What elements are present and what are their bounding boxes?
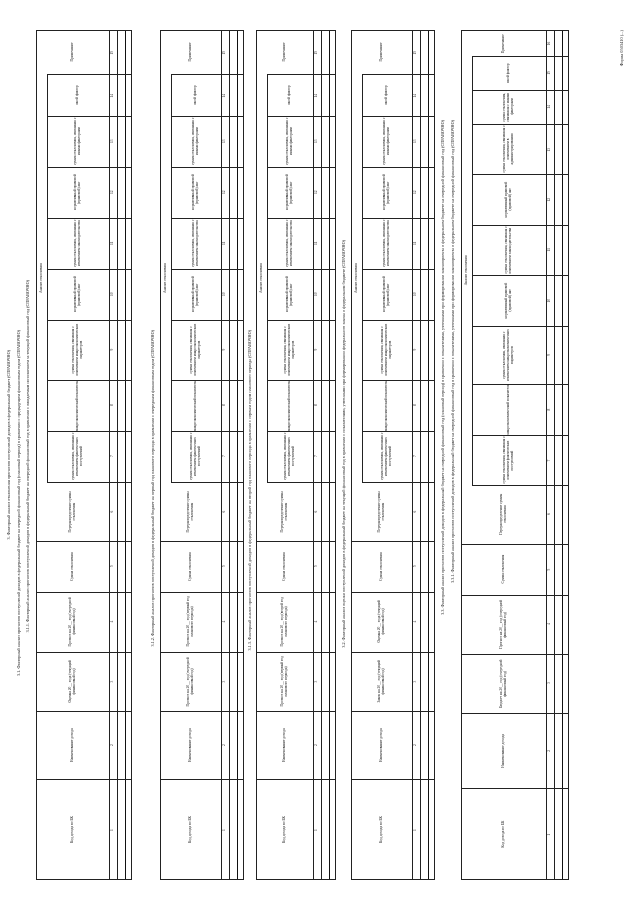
- row-line-thick: [125, 31, 126, 879]
- header-col-8: макроэкономический показатель: [193, 379, 198, 431]
- num-col-13: 13: [314, 139, 319, 144]
- header-col-6: Перераспределение суммы отклонения: [186, 490, 194, 532]
- header-col-15: Примечание: [70, 42, 75, 62]
- header-col-10: нормативный правовой (правовой) акт: [285, 276, 293, 313]
- num-col-6: 6: [110, 510, 115, 513]
- header-col-3: Закон на 20__ год (текущий финансовый год): [377, 660, 385, 703]
- header-col-12: нормативный правовой (правовой) акт: [504, 181, 512, 218]
- header-col-2: Наименование дохода: [188, 728, 193, 762]
- num-col-11: 11: [413, 241, 418, 246]
- row-line-thick: [428, 31, 429, 879]
- header-col-6: Перераспределение суммы отклонения: [280, 490, 288, 532]
- header-col-3: Прогноз на 20__ год (очередной финансовый год): [186, 656, 194, 706]
- num-col-12: 12: [222, 190, 227, 195]
- header-col-5: Сумма отклонения: [501, 555, 506, 584]
- header-col-14: сумма отклонения, связанная с иными факторами: [502, 92, 514, 122]
- num-col-7: 7: [547, 459, 552, 462]
- header-col-4: Оценка 20__ года (текущий финансовый год): [377, 600, 385, 643]
- num-col-13: 13: [222, 139, 227, 144]
- num-col-3: 3: [222, 680, 227, 683]
- header-col-9: сумма отклонения, связанная с изменением макроэкономических параметров: [380, 323, 392, 376]
- header-col-6: Перераспределение суммы отклонения: [499, 494, 507, 536]
- num-col-16: 16: [547, 41, 552, 46]
- num-col-4: 4: [222, 620, 227, 623]
- num-col-6: 6: [314, 510, 319, 513]
- num-col-3: 3: [413, 680, 418, 683]
- num-col-12: 12: [314, 190, 319, 195]
- num-col-15: 15: [547, 71, 552, 75]
- num-col-14: 14: [547, 104, 552, 109]
- num-col-6: 6: [222, 510, 227, 513]
- num-col-14: 14: [222, 92, 227, 97]
- num-col-1: 1: [222, 829, 227, 831]
- header-col-1: Код дохода по БК: [70, 816, 75, 844]
- header-col-3: Прогноз на 20__ год (первый год планового периода): [280, 656, 288, 707]
- num-col-12: 12: [110, 190, 115, 195]
- num-col-3: 3: [547, 682, 552, 685]
- header-col-7: сумма отклонения, связанная с изменением фактических поступлений: [283, 432, 295, 480]
- num-col-9: 9: [413, 348, 418, 351]
- factor-table-1: [36, 30, 132, 880]
- header-col-5: Сумма отклонения: [282, 552, 287, 581]
- num-col-5: 5: [110, 565, 115, 568]
- heading-3-1-1-text: 3.1.1. Факторный анализ прогнозов поступлений доходов в федеральный бюджет на очередной финансовый год в сравнении с ожидаемым исполнением за текущий финансовый год (СПРАВОЧНО): [25, 280, 30, 633]
- num-col-1: 1: [413, 829, 418, 831]
- num-col-1: 1: [110, 829, 115, 831]
- num-col-15: 15: [314, 50, 319, 55]
- num-col-6: 6: [413, 510, 418, 513]
- heading-3-1-2-text: 3.1.2. Факторный анализ прогнозов поступлений доходов в федеральный бюджет на первый год планового периода в сравнении с очередным финансовым годом (СПРАВОЧНО): [150, 330, 155, 647]
- num-col-6: 6: [547, 514, 552, 516]
- header-col-8: макроэкономический показатель: [384, 379, 389, 431]
- row-line: [117, 31, 118, 879]
- num-col-12: 12: [413, 190, 418, 195]
- num-col-15: 15: [222, 50, 227, 55]
- num-col-8: 8: [547, 408, 552, 411]
- num-col-11: 11: [110, 241, 115, 246]
- header-col-2: Наименование дохода: [70, 728, 75, 762]
- num-col-13: 13: [547, 147, 552, 151]
- header-col-5: Сумма отклонения: [379, 552, 384, 581]
- header-col-14: иной фактор: [193, 85, 198, 105]
- num-col-2: 2: [314, 744, 319, 746]
- analysis-header: Анализ отклонения: [39, 262, 44, 293]
- num-col-14: 14: [314, 92, 319, 97]
- header-col-10: нормативный правовой (правовой) акт: [191, 276, 199, 313]
- num-col-8: 8: [413, 404, 418, 406]
- header-col-2: Наименование дохода: [282, 728, 287, 762]
- header-col-9: сумма отклонения, связанная с изменением макроэкономических параметров: [502, 329, 514, 381]
- header-col-8: макроэкономический показатель: [75, 379, 80, 431]
- header-col-9: сумма отклонения, связанная с изменением макроэкономических параметров: [71, 323, 83, 376]
- header-col-2: Наименование дохода: [379, 728, 384, 762]
- num-col-5: 5: [314, 565, 319, 568]
- header-col-1: Код дохода по БК: [282, 816, 287, 844]
- header-col-6: Перераспределение суммы отклонения: [68, 490, 76, 532]
- header-col-6: Перераспределение суммы отклонения: [377, 490, 385, 532]
- header-col-4: Прогноз на 20__ год (второй год планового периода): [280, 597, 288, 647]
- header-col-15: Примечание: [379, 42, 384, 62]
- header-col-11: сумма отклонения, связанная с изменением законодательства: [504, 226, 512, 274]
- header-col-15: Примечание: [188, 42, 193, 62]
- num-col-15: 15: [110, 50, 115, 55]
- num-col-2: 2: [110, 744, 115, 746]
- num-col-9: 9: [547, 354, 552, 356]
- header-col-11: сумма отклонения, связанная с изменением законодательства: [285, 219, 293, 268]
- header-col-11: сумма отклонения, связанная с изменением законодательства: [382, 219, 390, 268]
- header-col-16: Примечание: [501, 34, 506, 54]
- header-col-13: сумма отклонения, связанная с изменением в администрировании: [502, 125, 514, 173]
- num-col-7: 7: [413, 455, 418, 457]
- header-col-12: нормативный правовой (правовой) акт: [285, 174, 293, 211]
- num-col-3: 3: [314, 680, 319, 683]
- num-col-5: 5: [547, 568, 552, 571]
- num-col-10: 10: [547, 298, 552, 303]
- header-col-4: Прогноз на 20__ год (первый год планового периода): [186, 596, 194, 647]
- header-col-7: сумма отклонения, связанная с изменением фактических поступлений: [380, 432, 392, 480]
- header-col-10: нормативный правовой (правовой) акт: [382, 276, 390, 313]
- header-col-7: сумма отклонения, связанная с изменением фактических поступлений: [71, 432, 83, 480]
- num-col-14: 14: [110, 92, 115, 97]
- header-col-14: иной фактор: [384, 85, 389, 105]
- num-col-10: 10: [314, 292, 319, 297]
- num-col-8: 8: [110, 404, 115, 406]
- num-col-12: 12: [547, 197, 552, 202]
- num-col-11: 11: [222, 241, 227, 246]
- num-col-15: 15: [413, 50, 418, 55]
- num-col-9: 9: [314, 348, 319, 351]
- factor-table-2: [160, 30, 244, 880]
- num-col-9: 9: [222, 348, 227, 351]
- heading-3-text: 3. Факторный анализ отклонения прогнозов поступлений доходов в федеральный бюджет (СПРАВОЧНО): [6, 350, 11, 540]
- header-col-15: иной фактор: [506, 63, 511, 83]
- header-col-12: нормативный правовой (правовой) акт: [73, 174, 81, 211]
- num-col-5: 5: [222, 565, 227, 568]
- num-col-11: 11: [547, 248, 552, 252]
- num-col-10: 10: [110, 292, 115, 297]
- num-col-13: 13: [413, 139, 418, 144]
- num-col-7: 7: [110, 455, 115, 457]
- analysis-header: Анализ отклонения: [163, 262, 168, 293]
- header-col-13: сумма отклонения, связанная с иными факторами: [285, 117, 293, 166]
- header-col-4: Прогноз на 20__ год (очередной финансовый год): [499, 599, 507, 649]
- header-col-3: Бюджет на 20__ год (очередной финансовый год): [499, 659, 507, 708]
- header-col-12: нормативный правовой (правовой) акт: [191, 174, 199, 211]
- row-line-thick: [562, 31, 563, 879]
- analysis-header: Анализ отклонения: [259, 262, 264, 293]
- factor-table-4: [351, 30, 435, 880]
- form-code-text: Форма 0503410 (...): [619, 30, 624, 67]
- header-col-13: сумма отклонения, связанная с иными факторами: [191, 117, 199, 166]
- num-col-5: 5: [413, 565, 418, 568]
- num-col-13: 13: [110, 139, 115, 144]
- header-col-8: макроэкономический показатель: [506, 384, 511, 435]
- row-line: [554, 31, 555, 879]
- num-col-7: 7: [222, 455, 227, 457]
- header-col-10: нормативный правовой (правовой) акт: [73, 276, 81, 313]
- header-col-11: сумма отклонения, связанная с изменением законодательства: [191, 219, 199, 268]
- row-line: [229, 31, 230, 879]
- heading-3-3-text: 3.3. Факторный анализ прогнозов поступлений доходов в федеральный бюджет на очередной финансовый год (плановый период) в сравнении с показателями, учтенными при формировании законопроекта о федеральном бюджете на очередной финансовый год (СПРАВОЧНО): [440, 120, 445, 615]
- header-col-7: сумма отклонения, связанная с изменением фактических поступлений: [189, 432, 201, 480]
- row-line-thick: [329, 31, 330, 879]
- num-col-4: 4: [413, 620, 418, 623]
- header-col-14: иной фактор: [75, 85, 80, 105]
- num-col-7: 7: [314, 455, 319, 457]
- header-col-15: Примечание: [282, 42, 287, 62]
- num-col-8: 8: [222, 404, 227, 406]
- header-col-7: сумма отклонения, связанная с изменением фактических поступлений: [502, 436, 514, 484]
- num-col-2: 2: [547, 749, 552, 752]
- header-col-9: сумма отклонения, связанная с изменением макроэкономических параметров: [189, 323, 201, 376]
- num-col-4: 4: [110, 620, 115, 623]
- heading-3-2-text: 3.2. Факторный анализ оценки поступлений доходов в федеральный бюджет на текущий финансовый год в сравнении с показателями, учтенными при формировании федерального закона о федеральном бюджете (СПРАВОЧНО): [341, 240, 346, 648]
- heading-3-1-3-text: 3.1.3. Факторный анализ прогнозов поступлений доходов в федеральный бюджет на второй год планового периода в сравнении с первым годом планового периода (СПРАВОЧНО): [247, 330, 252, 651]
- header-col-11: сумма отклонения, связанная с изменением законодательства: [73, 219, 81, 268]
- num-col-2: 2: [413, 744, 418, 746]
- header-col-4: Прогноз на 20__ год (очередной финансовый год): [68, 597, 76, 647]
- row-line: [420, 31, 421, 879]
- num-col-14: 14: [413, 92, 418, 97]
- heading-3-3-1-text: 3.3.1. Факторный анализ прогнозов поступлений доходов в федеральный бюджет на очередной финансовый год в сравнении с показателями, учтенными при формировании законопроекта о федеральном бюджете на очередной финансовый год (СПРАВОЧНО): [450, 120, 455, 583]
- header-col-1: Код дохода по БК: [501, 821, 506, 849]
- header-col-10: нормативный правовой (правовой) акт: [504, 282, 512, 319]
- header-col-8: макроэкономический показатель: [287, 379, 292, 431]
- header-col-9: сумма отклонения, связанная с изменением макроэкономических параметров: [283, 323, 295, 376]
- header-col-3: Оценка 20__ года (текущий финансовый год): [68, 660, 76, 703]
- header-col-14: иной фактор: [287, 85, 292, 105]
- num-col-1: 1: [547, 833, 552, 836]
- factor-table-5: [461, 30, 569, 880]
- num-col-3: 3: [110, 680, 115, 683]
- analysis-header: Анализ отклонения: [464, 255, 469, 286]
- factor-table-3: [256, 30, 336, 880]
- header-col-12: нормативный правовой (правовой) акт: [382, 174, 390, 211]
- num-col-4: 4: [314, 620, 319, 623]
- num-col-1: 1: [314, 829, 319, 831]
- header-col-5: Сумма отклонения: [188, 552, 193, 581]
- analysis-header: Анализ отклонения: [354, 262, 359, 293]
- num-col-10: 10: [413, 292, 418, 297]
- num-col-9: 9: [110, 348, 115, 351]
- header-col-1: Код дохода по БК: [379, 816, 384, 844]
- header-col-5: Сумма отклонения: [70, 552, 75, 581]
- header-col-13: сумма отклонения, связанная с иными факторами: [73, 117, 81, 166]
- num-col-10: 10: [222, 292, 227, 297]
- num-col-11: 11: [314, 241, 319, 246]
- header-col-13: сумма отклонения, связанная с иными факторами: [382, 117, 390, 166]
- num-col-2: 2: [222, 744, 227, 746]
- row-line-thick: [237, 31, 238, 879]
- num-col-8: 8: [314, 404, 319, 406]
- header-col-1: Код дохода по БК: [188, 816, 193, 844]
- header-col-2: Наименование дохода: [501, 733, 506, 768]
- row-line: [321, 31, 322, 879]
- num-col-4: 4: [547, 623, 552, 626]
- heading-3-1-text: 3.1. Факторный анализ прогнозов поступлений доходов в федеральный бюджет на очередной финансовый год (плановый период) в сравнении с предыдущим финансовым годом (СПРАВОЧНО): [16, 330, 21, 676]
